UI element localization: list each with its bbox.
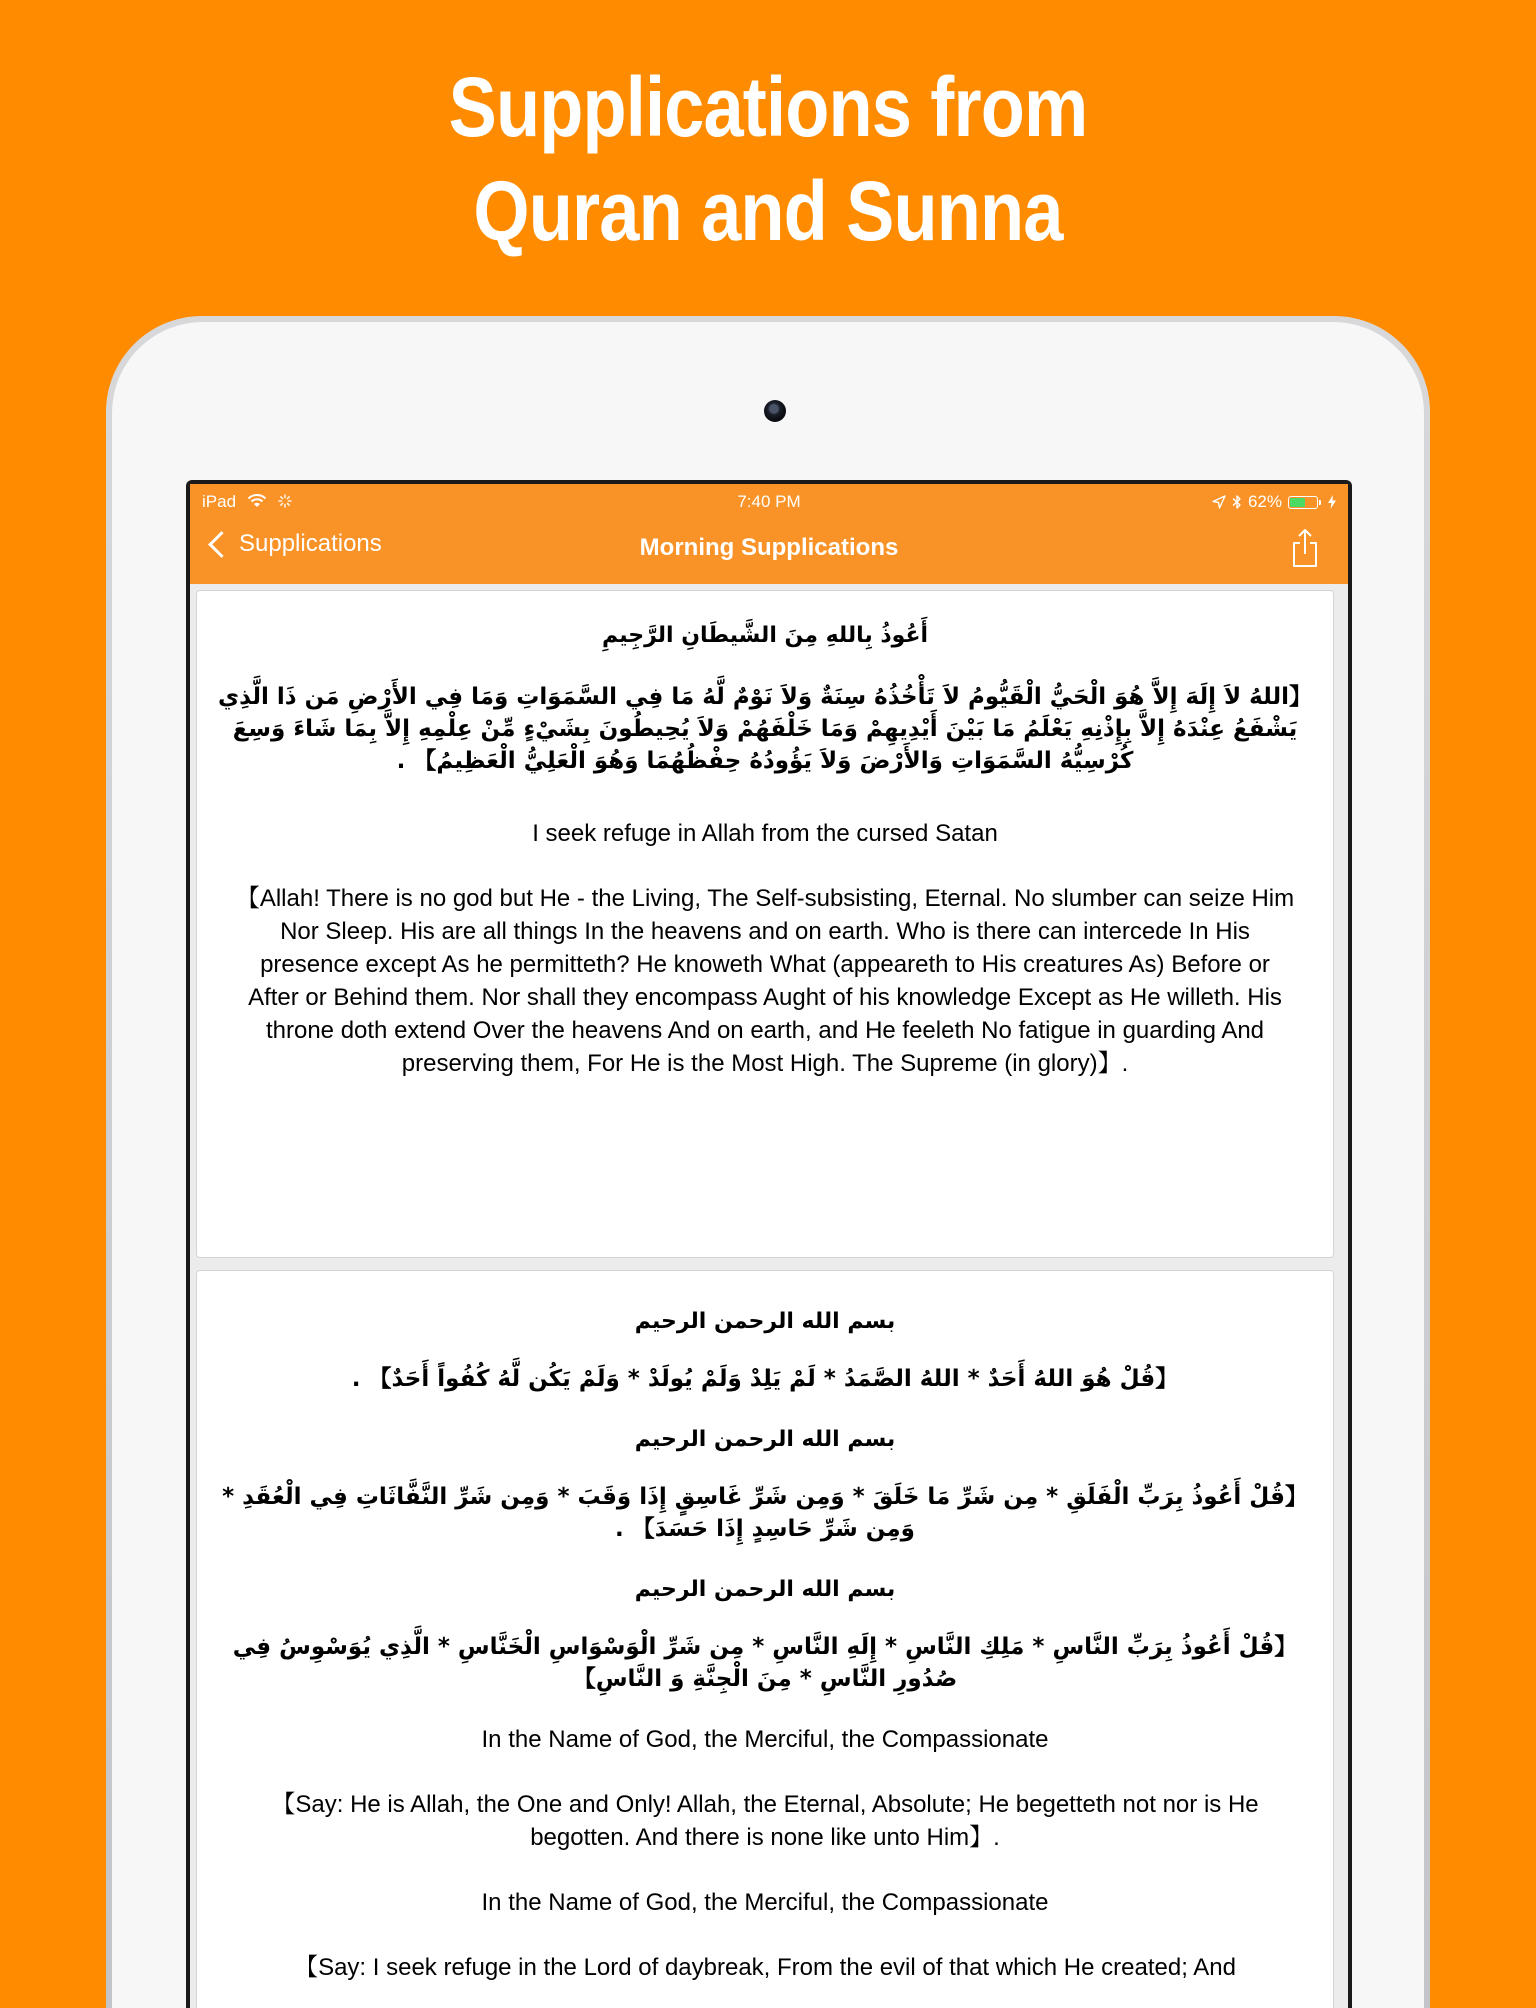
english-translation: 【Say: I seek refuge in the Lord of daybreak, From the evil of that which He created; And bbox=[294, 1954, 1236, 1981]
english-translation: 【Allah! There is no god but He - the Living, The Self-subsisting, Eternal. No slumber can seize Him Nor Sleep. His are all things In the heavens and on earth. Who is there can intercede In His presence except As he permitteth? He knoweth What (appeareth to His creatures As) Before or After or Behind them. Nor shall they encompass Aught of his knowledge Except as He willeth. His throne doth extend Over the heavens And on earth, and He feeleth No fatigue in guarding And preserving them, For He is the Most High. The Supreme (in glory)】. bbox=[235, 885, 1295, 1077]
charging-bolt-icon bbox=[1328, 495, 1336, 509]
app-view bbox=[190, 484, 1348, 2008]
back-button[interactable] bbox=[206, 530, 382, 558]
bismillah-heading: بسم الله الرحمن الرحيم bbox=[634, 1577, 896, 1602]
device-name: iPad bbox=[202, 492, 237, 511]
nav-row bbox=[190, 520, 1348, 582]
bluetooth-icon bbox=[1232, 494, 1242, 510]
status-bar bbox=[190, 484, 1348, 520]
back-button-label: Supplications bbox=[239, 530, 382, 557]
battery-level-fill bbox=[1290, 498, 1305, 507]
english-translation: 【Say: He is Allah, the One and Only! Allah, the Eternal, Absolute; He begetteth not nor is He begotten. And there is none like unto Him】. bbox=[271, 1791, 1259, 1851]
status-time: 7:40 PM bbox=[737, 492, 801, 511]
arabic-surah: 【قُلْ أَعُوذُ بِرَبِّ الْفَلَقِ * مِن شَرِّ مَا خَلَقَ * وَمِن شَرِّ غَاسِقٍ إِذَا وَقَبَ * وَمِن شَرِّ النَّفَّاثَاتِ فِي الْعُقَدِ * وَمِن شَرِّ حَاسِدٍ إِذَا حَسَدَ】 . bbox=[222, 1484, 1308, 1542]
arabic-verse: 【اللهُ لاَ إِلَهَ إِلاَّ هُوَ الْحَيُّ الْقَيُّومُ لاَ تَأْخُذُهُ سِنَةٌ وَلاَ نَوْمٌ لَّهُ مَا فِي السَّمَوَاتِ وَمَا فِي الأَرْضِ مَن ذَا الَّذِي يَشْفَعُ عِنْدَهُ إِلاَّ بِإِذْنِهِ يَعْلَمُ مَا بَيْنَ أَيْدِيهِمْ وَمَا خَلْفَهُمْ وَلاَ يُحِيطُونَ بِشَيْءٍ مِّنْ عِلْمِهِ إِلاَّ بِمَا شَاءَ وَسِعَ كُرْسِيُّهُ السَّمَوَاتِ وَالأَرْضَ وَلاَ يَؤُودُهُ حِفْظُهُمَا وَهُوَ الْعَلِيُّ الْعَظِيمُ】 . bbox=[218, 684, 1312, 774]
page-title: Morning Supplications bbox=[639, 534, 899, 561]
english-opening: I seek refuge in Allah from the cursed Satan bbox=[532, 820, 998, 847]
english-heading: In the Name of God, the Merciful, the Compassionate bbox=[481, 1889, 1049, 1916]
supplication-card bbox=[196, 590, 1334, 1258]
arabic-surah: 【قُلْ هُوَ اللهُ أَحَدٌ * اللهُ الصَّمَدُ * لَمْ يَلِدْ وَلَمْ يُولَدْ * وَلَمْ يَكُن لَّهُ كُفُواً أَحَدٌ】 . bbox=[351, 1366, 1179, 1392]
bismillah-heading: بسم الله الرحمن الرحيم bbox=[634, 1427, 896, 1452]
share-icon[interactable] bbox=[1290, 528, 1320, 568]
location-arrow-icon bbox=[1212, 495, 1226, 509]
navigation-bar bbox=[190, 484, 1348, 584]
supplications-list[interactable] bbox=[190, 584, 1348, 2008]
chevron-left-icon bbox=[208, 531, 235, 558]
arabic-opening: أَعُوذُ بِاللهِ مِنَ الشَّيطَانِ الرَّجِيمِ bbox=[601, 623, 929, 648]
arabic-surah: 【قُلْ أَعُوذُ بِرَبِّ النَّاسِ * مَلِكِ النَّاسِ * إِلَهِ النَّاسِ * مِن شَرِّ الْوَسْوَاسِ الْخَنَّاسِ * الَّذِي يُوَسْوِسُ فِي صُدُورِ النَّاسِ * مِنَ الْجِنَّةِ وَ النَّاسِ】 bbox=[232, 1634, 1298, 1692]
bismillah-heading: بسم الله الرحمن الرحيم bbox=[634, 1309, 896, 1334]
supplication-card bbox=[196, 1270, 1334, 2008]
promo-headline bbox=[108, 55, 1429, 263]
device-screen bbox=[186, 480, 1352, 2008]
battery-icon bbox=[1288, 496, 1318, 509]
front-camera-icon bbox=[764, 400, 786, 422]
status-bar-right bbox=[1212, 492, 1336, 512]
battery-percentage: 62% bbox=[1247, 492, 1282, 511]
promo-title-line-1: Supplications from bbox=[448, 60, 1088, 154]
english-heading: In the Name of God, the Merciful, the Compassionate bbox=[481, 1726, 1049, 1753]
promo-title-line-2: Quran and Sunna bbox=[473, 164, 1063, 258]
